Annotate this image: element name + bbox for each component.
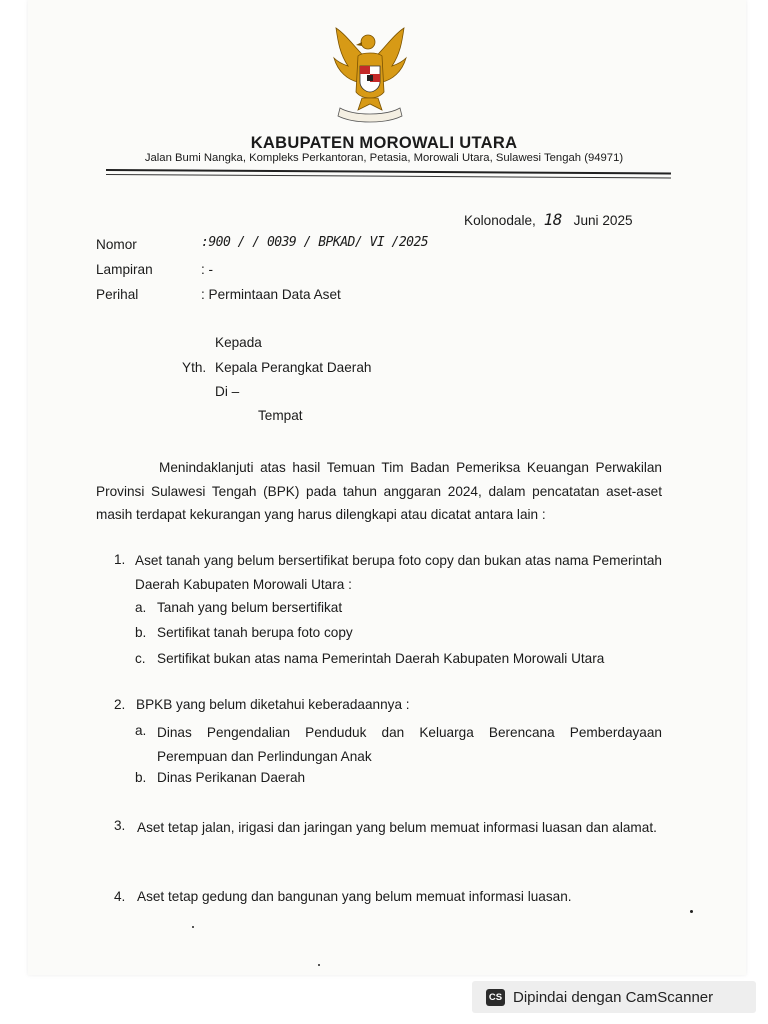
camscanner-text: Dipindai dengan CamScanner: [513, 988, 714, 1006]
item-2b-text: Dinas Perikanan Daerah: [157, 770, 306, 785]
date-place: Kolonodale,: [464, 213, 536, 228]
item-1-number: 1.: [114, 552, 126, 567]
item-1a-text: Tanah yang belum bersertifikat: [157, 600, 343, 615]
scan-speck: [690, 910, 693, 913]
item-2a-label: a.: [135, 723, 147, 738]
item-1a-label: a.: [135, 600, 147, 615]
date-line: [464, 210, 633, 229]
recipient-tempat: Tempat: [258, 408, 303, 423]
item-2-number: 2.: [114, 697, 126, 712]
intro-paragraph: [96, 456, 662, 527]
item-1c-text: Sertifikat bukan atas nama Pemerintah Daerah Kabupaten Morowali Utara: [157, 651, 605, 666]
recipient-name: Kepala Perangkat Daerah: [215, 360, 372, 375]
item-1-text: Aset tanah yang belum bersertifikat berupa foto copy dan bukan atas nama Pemerintah Daerah Kabupaten Morowali Utara :: [135, 553, 662, 592]
camscanner-logo-icon: CS: [486, 989, 505, 1006]
item-1b-text: Sertifikat tanah berupa foto copy: [157, 625, 353, 640]
nomor-value-handwritten: :900 / / 0039 / BPKAD/ VI /2025: [201, 235, 429, 250]
letterhead-title: KABUPATEN MOROWALI UTARA: [250, 134, 518, 152]
item-2a-text: Dinas Pengendalian Penduduk dan Keluarga Berencana Pemberdayaan Perempuan dan Perlindungan Anak: [157, 725, 662, 764]
item-3-number: 3.: [114, 818, 126, 833]
recipient-yth: Yth.: [182, 360, 207, 375]
item-3-text: Aset tetap jalan, irigasi dan jaringan yang belum memuat informasi luasan dan alamat.: [137, 820, 657, 835]
item-4-text: Aset tetap gedung dan bangunan yang belum memuat informasi luasan.: [137, 889, 572, 904]
item-1c-label: c.: [135, 651, 146, 666]
item-2b-label: b.: [135, 770, 147, 785]
date-month-year: Juni 2025: [573, 213, 633, 228]
camscanner-watermark: [472, 981, 756, 1013]
garuda-emblem-icon: [318, 22, 422, 126]
item-1b-label: b.: [135, 625, 147, 640]
lampiran-value: : -: [201, 262, 214, 277]
intro-text: Menindaklanjuti atas hasil Temuan Tim Badan Pemeriksa Keuangan Perwakilan Provinsi Sulawesi Tengah (BPK) pada tahun anggaran 2024, dalam pencatatan aset-aset masih terdapat kekurangan yang harus dilengkapi atau dicatat antara lain :: [96, 460, 662, 522]
perihal-value: : Permintaan Data Aset: [201, 287, 341, 302]
lampiran-label: Lampiran: [96, 262, 153, 277]
nomor-label: Nomor: [96, 237, 137, 252]
recipient-kepada: Kepada: [215, 335, 262, 350]
item-2-text: BPKB yang belum diketahui keberadaannya :: [136, 697, 410, 712]
perihal-label: Perihal: [96, 287, 139, 302]
item-4-number: 4.: [114, 889, 126, 904]
scan-speck: [192, 926, 194, 928]
date-day-handwritten: 18: [543, 210, 562, 229]
scan-speck: [318, 964, 320, 966]
letterhead-address: Jalan Bumi Nangka, Kompleks Perkantoran, Petasia, Morowali Utara, Sulawesi Tengah (94971): [144, 152, 624, 164]
recipient-di: Di –: [215, 384, 240, 399]
